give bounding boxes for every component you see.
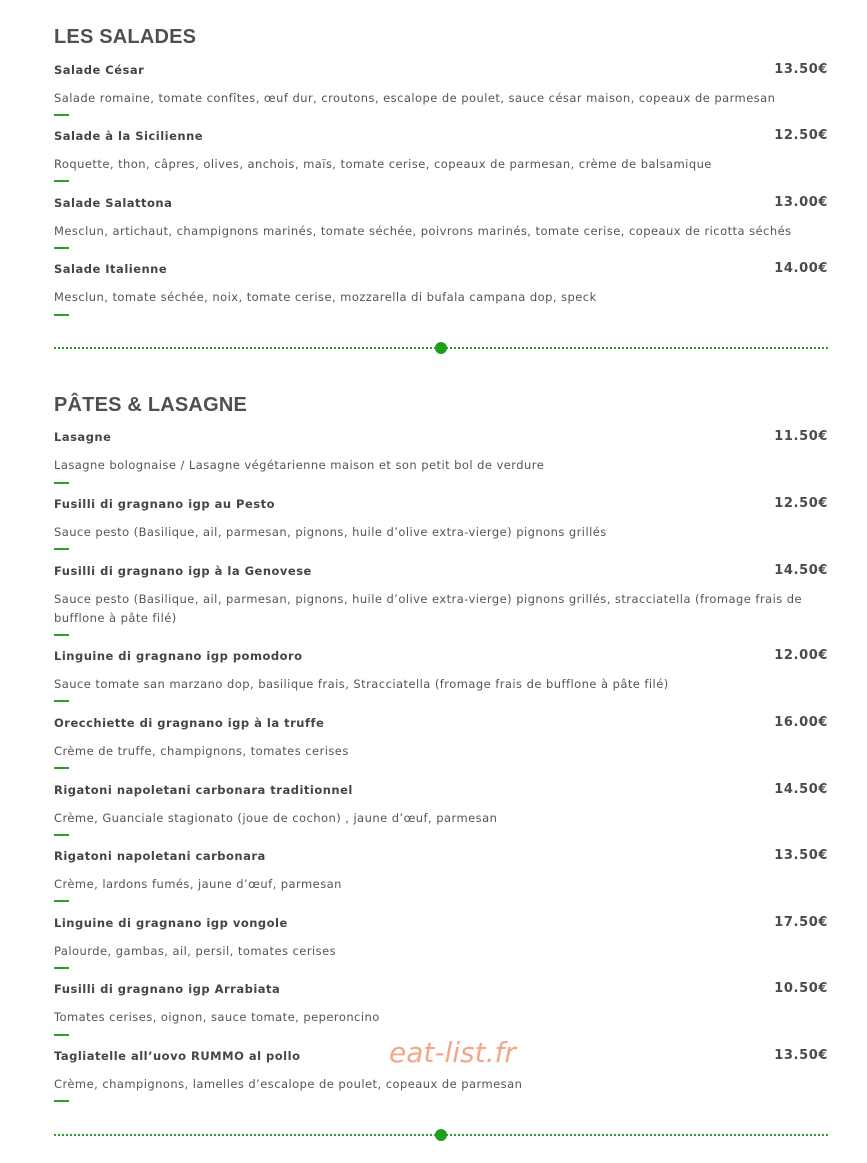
item-price: 12.00€	[774, 648, 828, 663]
item-name: Fusilli di gragnano igp à la Genovese	[54, 564, 312, 578]
item-name: Salade Italienne	[54, 262, 168, 276]
item-name: Linguine di gragnano igp pomodoro	[54, 649, 303, 663]
item-description: Crème de truffe, champignons, tomates cerises	[54, 744, 349, 758]
item-description: Palourde, gambas, ail, persil, tomates cerises	[54, 944, 337, 958]
item-name: Linguine di gragnano igp vongole	[54, 916, 288, 930]
item-separator	[54, 548, 69, 550]
item-separator	[54, 114, 69, 116]
item-separator	[54, 180, 69, 182]
item-name: Salade à la Sicilienne	[54, 129, 204, 143]
item-description: Mesclun, tomate séchée, noix, tomate cerise, mozzarella di bufala campana dop, speck	[54, 290, 597, 304]
item-separator	[54, 700, 69, 702]
item-separator	[54, 247, 69, 249]
item-name: Lasagne	[54, 430, 112, 444]
item-description: Crème, champignons, lamelles d’escalope de poulet, copeaux de parmesan	[54, 1077, 523, 1091]
item-separator	[54, 482, 69, 484]
item-name: Rigatoni napoletani carbonara	[54, 849, 266, 863]
section-divider	[54, 342, 828, 354]
divider-dot-icon	[435, 1129, 447, 1141]
item-description: Crème, lardons fumés, jaune d’œuf, parmesan	[54, 877, 342, 891]
item-name: Salade Salattona	[54, 196, 173, 210]
section-divider	[54, 1129, 828, 1141]
item-name: Tagliatelle all’uovo RUMMO al pollo	[54, 1049, 301, 1063]
item-price: 14.50€	[774, 782, 828, 797]
item-description: Sauce pesto (Basilique, ail, parmesan, pignons, huile d’olive extra-vierge) pignons grillés, stracciatella (fromage frais de bufflone à pâte filé)	[54, 592, 803, 625]
item-price: 12.50€	[774, 496, 828, 511]
item-separator	[54, 1100, 69, 1102]
divider-dot-icon	[435, 342, 447, 354]
section-title-salades: LES SALADES	[54, 26, 197, 48]
item-description: Tomates cerises, oignon, sauce tomate, peperoncino	[54, 1010, 380, 1024]
item-separator	[54, 900, 69, 902]
item-price: 16.00€	[774, 715, 828, 730]
item-description: Sauce pesto (Basilique, ail, parmesan, pignons, huile d’olive extra-vierge) pignons grillés	[54, 525, 607, 539]
item-price: 14.00€	[774, 261, 828, 276]
item-description: Salade romaine, tomate confîtes, œuf dur, croutons, escalope de poulet, sauce césar maison, copeaux de parmesan	[54, 91, 776, 105]
item-price: 13.50€	[774, 848, 828, 863]
item-name: Orecchiette di gragnano igp à la truffe	[54, 716, 325, 730]
item-description: Sauce tomate san marzano dop, basilique frais, Stracciatella (fromage frais de bufflone à pâte filé)	[54, 677, 669, 691]
item-separator	[54, 767, 69, 769]
item-name: Rigatoni napoletani carbonara traditionnel	[54, 783, 353, 797]
item-description: Mesclun, artichaut, champignons marinés, tomate séchée, poivrons marinés, tomate cerise, copeaux de ricotta séchés	[54, 224, 792, 238]
item-separator	[54, 634, 69, 636]
item-price: 13.00€	[774, 195, 828, 210]
watermark: eat-list.fr	[389, 1036, 516, 1069]
item-price: 12.50€	[774, 128, 828, 143]
item-price: 11.50€	[774, 429, 828, 444]
section-title-pates: PÂTES & LASAGNE	[54, 394, 248, 416]
item-description: Crème, Guanciale stagionato (joue de cochon) , jaune d’œuf, parmesan	[54, 811, 498, 825]
item-price: 13.50€	[774, 62, 828, 77]
item-name: Fusilli di gragnano igp Arrabiata	[54, 982, 281, 996]
item-price: 13.50€	[774, 1048, 828, 1063]
item-separator	[54, 314, 69, 316]
item-separator	[54, 967, 69, 969]
item-description: Lasagne bolognaise / Lasagne végétarienne maison et son petit bol de verdure	[54, 458, 545, 472]
item-price: 10.50€	[774, 981, 828, 996]
item-name: Fusilli di gragnano igp au Pesto	[54, 497, 276, 511]
item-separator	[54, 834, 69, 836]
item-name: Salade César	[54, 63, 145, 77]
item-price: 14.50€	[774, 563, 828, 578]
item-separator	[54, 1034, 69, 1036]
item-description: Roquette, thon, câpres, olives, anchois, maïs, tomate cerise, copeaux de parmesan, crème de balsamique	[54, 157, 712, 171]
item-price: 17.50€	[774, 915, 828, 930]
